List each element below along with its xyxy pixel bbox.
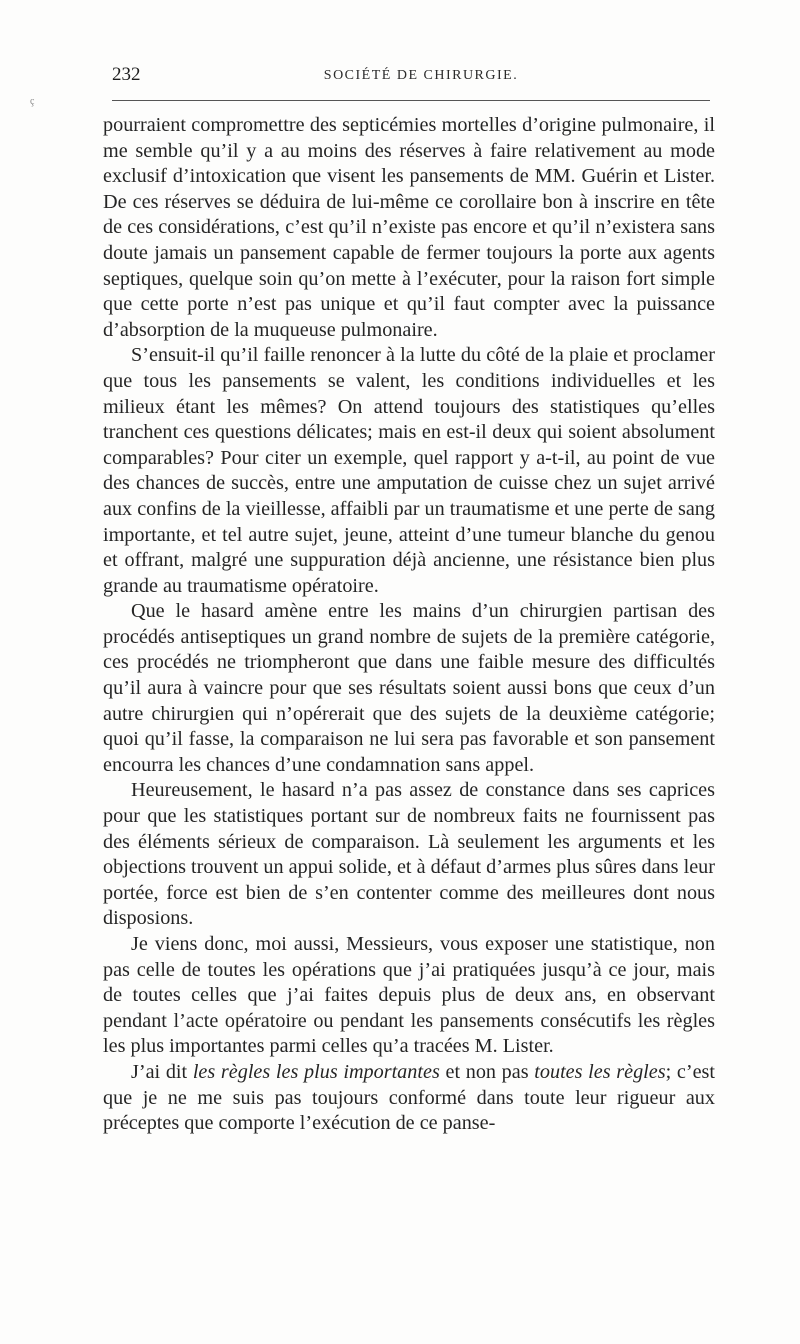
header-rule	[112, 100, 710, 101]
italic-phrase-1: les règles les plus importantes	[192, 1060, 440, 1083]
paragraph-6-end: ; c’est que je ne me suis pas toujours conformé dans toute leur rigueur aux préceptes que comporte l’exécution de ce panse-	[103, 1060, 716, 1135]
paragraph-5: Je viens donc, moi aussi, Messieurs, vous exposer une statistique, non pas celle de toutes les opérations que j’ai pratiquées jusqu’à ce jour, mais de toutes celles que j’ai faites depuis plus de deux ans, en observant pendant l’acte opératoire ou pendant les pansements consécutifs les règles les plus importantes parmi celles qu’a tracées M. Lister.	[103, 933, 715, 1058]
paragraph-6	[103, 1060, 715, 1137]
body-text	[103, 113, 715, 1137]
paragraph-2: S’ensuit-il qu’il faille renoncer à la lutte du côté de la plaie et proclamer que tous les pansements se valent, les conditions individuelles et les milieux étant les mêmes? On attend toujours des statistiques qu’elles tranchent ces questions délicates; mais en est-il deux qui soient absolument comparables? Pour citer un exemple, quel rapport y a-t-il, au point de vue des chances de succès, entre une amputation de cuisse chez un sujet arrivé aux confins de la vieillesse, affaibli par un traumatisme et une perte de sang importante, et tel autre sujet, jeune, atteint d’une tumeur blanche du genou et offrant, malgré une suppuration déjà ancienne, une résistance bien plus grande au traumatisme opératoire.	[103, 344, 715, 597]
margin-mark: ç	[30, 96, 35, 107]
paragraph-6-middle: et non pas	[439, 1060, 535, 1083]
paragraph-1: pourraient compromettre des septicémies mortelles d’origine pulmonaire, il me semble qu’il y a au moins des réserves à faire relativement au mode exclusif d’intoxication que visent les pansements de MM. Guérin et Lister. De ces réserves se déduira de lui-même ce corollaire bon à inscrire en tête de ces considérations, c’est qu’il n’existe pas encore et qu’il n’existera sans doute jamais un pansement capable de fermer toujours la porte aux agents septiques, quelque soin qu’on mette à l’exécuter, pour la raison fort simple que cette porte n’est pas unique et qu’il faut compter avec la puissance d’absorption de la muqueuse pulmonaire.	[103, 114, 715, 341]
italic-phrase-2: toutes les règles	[534, 1060, 666, 1083]
paragraph-3: Que le hasard amène entre les mains d’un chirurgien partisan des procédés antiseptiques un grand nombre de sujets de la première catégorie, ces procédés ne triompheront que dans une faible mesure des difficultés qu’il aura à vaincre pour que ses résultats soient aussi bons que ceux d’un autre chirurgien qui n’opérerait que des sujets de la deuxième catégorie; quoi qu’il fasse, la comparaison ne lui sera pas favorable et son pansement encourra les chances d’une condamnation sans appel.	[103, 600, 715, 776]
paragraph-4: Heureusement, le hasard n’a pas assez de constance dans ses caprices pour que les statistiques portant sur de nombreux faits ne fournissent pas des éléments sérieux de comparaison. Là seulement les arguments et les objections trouvent un appui solide, et à défaut d’armes plus sûres dans leur portée, force est bien de s’en contenter comme des meilleures dont nous disposions.	[103, 779, 715, 930]
page-header	[112, 64, 710, 86]
running-head: SOCIÉTÉ DE CHIRURGIE.	[323, 68, 519, 83]
page-number: 232	[112, 64, 141, 85]
paragraph-6-start: J’ai dit	[131, 1060, 193, 1083]
